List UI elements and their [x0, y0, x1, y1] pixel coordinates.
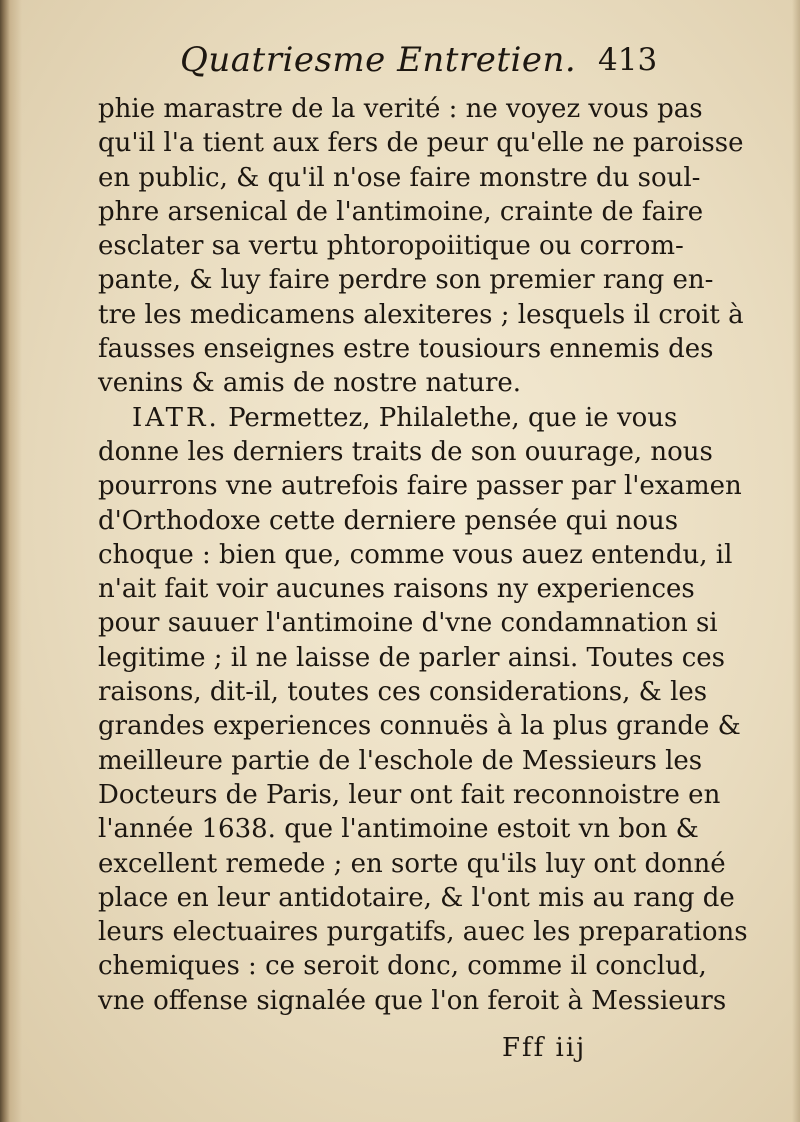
text-line: grandes experiences connuës à la plus grande & — [98, 711, 741, 742]
text-fragment: Permettez, Philalethe, que ie vous — [228, 402, 678, 433]
text-line: vne offense signalée que l'on feroit à Messieurs — [98, 985, 727, 1016]
page-gutter — [0, 0, 22, 1122]
text-line: qu'il l'a tient aux fers de peur qu'elle ne paroisse — [98, 128, 744, 159]
page-edge — [792, 0, 800, 1122]
text-line: meilleure partie de l'eschole de Messieurs les — [98, 745, 703, 776]
text-line: raisons, dit-il, toutes ces considerations, & les — [98, 677, 708, 708]
text-line: pante, & luy faire perdre son premier rang en- — [98, 265, 714, 296]
text-line: excellent remede ; en sorte qu'ils luy ont donné — [98, 848, 726, 879]
text-line: leurs electuaires purgatifs, auec les preparations — [98, 917, 748, 948]
running-title: Quatriesme Entretien. — [180, 40, 577, 80]
text-line: n'ait fait voir aucunes raisons ny experiences — [98, 574, 695, 605]
text-line: legitime ; il ne laisse de parler ainsi. Toutes ces — [98, 642, 725, 673]
text-line: esclater sa vertu phtoropoiitique ou corrom- — [98, 231, 684, 262]
text-line: tre les medicamens alexiteres ; lesquels il croit à — [98, 299, 744, 330]
speaker-line — [98, 401, 678, 435]
text-line: en public, & qu'il n'ose faire monstre du soul- — [98, 162, 701, 193]
text-line: venins & amis de nostre nature. — [98, 368, 522, 399]
text-line: place en leur antidotaire, & l'ont mis au rang de — [98, 882, 735, 913]
text-line: Docteurs de Paris, leur ont fait reconnoistre en — [98, 779, 721, 810]
text-line: phie marastre de la verité : ne voyez vous pas — [98, 94, 703, 124]
text-line: pour sauuer l'antimoine d'vne condamnation si — [98, 608, 718, 639]
signature-mark: Fff iij — [502, 1033, 587, 1063]
text-line: fausses enseignes estre tousiours ennemis des — [98, 334, 714, 365]
text-line: chemiques : ce seroit donc, comme il conclud, — [98, 951, 707, 982]
text-line: d'Orthodoxe cette derniere pensée qui nous — [98, 505, 679, 536]
running-head — [180, 40, 658, 90]
text-line: choque : bien que, comme vous auez entendu, il — [98, 539, 733, 570]
text-line: phre arsenical de l'antimoine, crainte de faire — [98, 196, 704, 227]
text-line: donne les derniers traits de son ouurage, nous — [98, 436, 713, 467]
page-number: 413 — [598, 42, 658, 78]
body-text — [98, 92, 748, 1018]
speaker-label: IATR. — [132, 402, 220, 433]
text-line: l'année 1638. que l'antimoine estoit vn bon & — [98, 814, 699, 845]
text-line: pourrons vne autrefois faire passer par l'examen — [98, 471, 742, 502]
